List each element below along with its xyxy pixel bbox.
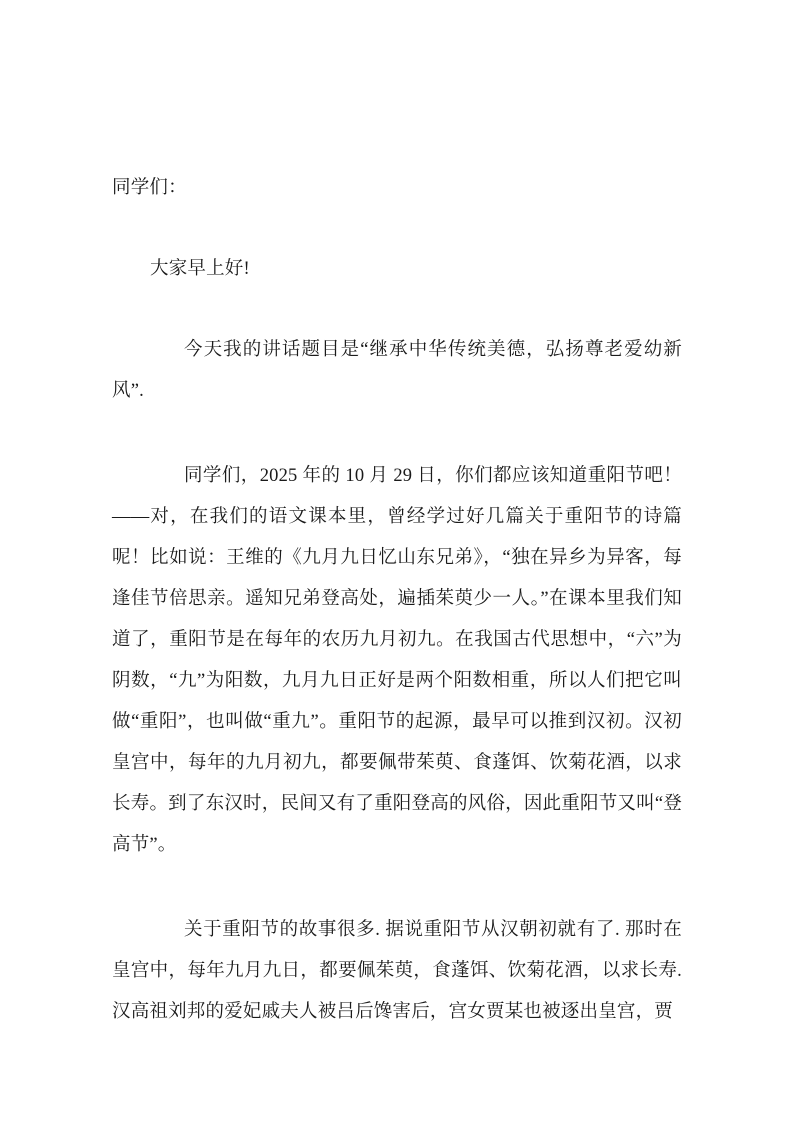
paragraph-spacer — [112, 290, 682, 330]
paragraph-body-2: 关于重阳节的故事很多. 据说重阳节从汉朝初就有了. 那时在皇宫中，每年九月九日，都要佩茱萸，食蓬饵、饮菊花酒，以求长寿. 汉高祖刘邦的爱妃戚夫人被吕后馋害后，宫女贾某也被逐出皇宫，贾 — [112, 920, 687, 1022]
paragraph-greeting: 大家早上好! — [150, 259, 250, 279]
paragraph-spacer — [112, 866, 682, 910]
document-body — [112, 168, 687, 1033]
paragraph-salutation: 同学们： — [112, 178, 187, 198]
paragraph-topic: 今天我的讲话题目是“继承中华传统美德，弘扬尊老爱幼新风”. — [112, 340, 682, 401]
paragraph-spacer — [112, 412, 682, 456]
paragraph-body-1: 同学们，2025 年的 10 月 29 日，你们都应该知道重阳节吧！——对，在我们的语文课本里，曾经学过好几篇关于重阳节的诗篇呢！比如说：王维的《九月九日忆山东兄弟》，“独在异乡为异客，每逢佳节倍思亲。遥知兄弟登高处，遍插茱萸少一人。”在课本里我们知道了，重阳节是在每年的农历九月初九。在我国古代思想中，“六”为阴数，“九”为阳数，九月九日正好是两个阳数相重，所以人们把它叫做“重阳”，也叫做“重九”。重阳节的起源，最早可以推到汉初。汉初皇宫中，每年的九月初九，都要佩带茱萸、食蓬饵、饮菊花酒，以求长寿。到了东汉时，民间又有了重阳登高的风俗，因此重阳节又叫“登高节”。 — [112, 466, 682, 855]
paragraph-spacer — [112, 209, 682, 249]
